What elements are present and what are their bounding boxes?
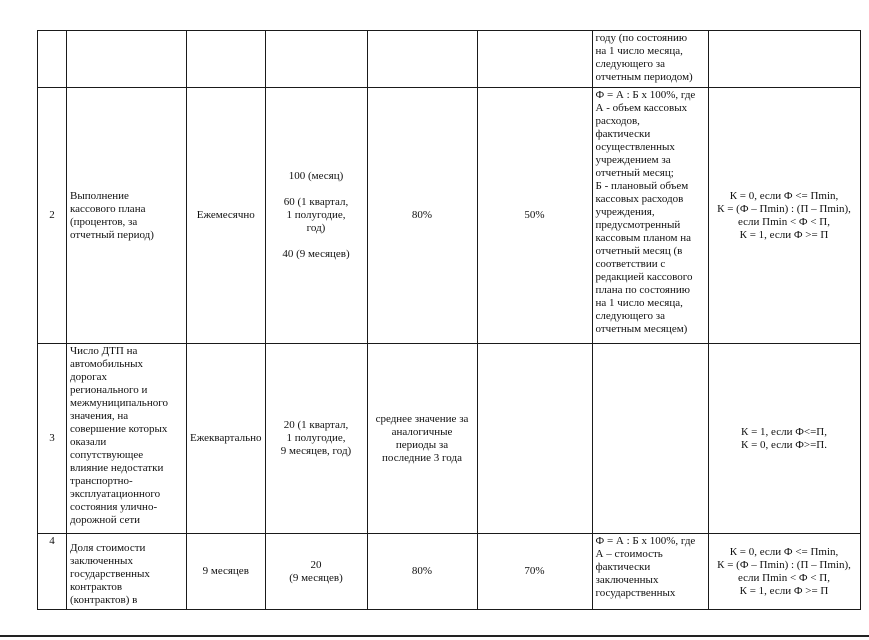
row-number (38, 31, 67, 88)
target-value-cell: 80% (367, 88, 477, 344)
min-value-cell: 70% (477, 534, 592, 610)
indicators-table (37, 30, 861, 610)
target-value-cell: 80% (367, 534, 477, 610)
min-value-cell (477, 344, 592, 534)
table-row (38, 88, 861, 344)
periodicity-cell (187, 31, 266, 88)
min-value-cell: 50% (477, 88, 592, 344)
table-row (38, 534, 861, 610)
periodicity-cell: Ежемесячно (187, 88, 266, 344)
weight-cell: 20 (1 квартал, 1 полугодие, 9 месяцев, год) (265, 344, 367, 534)
formula-cell (592, 344, 708, 534)
formula-cell: Ф = А : Б х 100%, где А - объем кассовых расходов, фактически осуществленных учреждением за отчетный месяц; Б - плановый объем кассовых расходов учреждения, предусмотренный кассовым планом на отчетный месяц (в соответствии с редакцией кассового плана по состоянию на 1 число месяца, следующего за отчетным месяцем) (592, 88, 708, 344)
indicator-name: Доля стоимости заключенных государственных контрактов (контрактов) в (67, 534, 187, 610)
weight-cell (265, 31, 367, 88)
coefficient-cell: К = 0, если Ф <= Пmin, К = (Ф – Пmin) : (П – Пmin), если Пmin < Ф < П, К = 1, если Ф >= П (708, 88, 860, 344)
weight-cell: 20 (9 месяцев) (265, 534, 367, 610)
table-row (38, 344, 861, 534)
formula-cell: году (по состоянию на 1 число месяца, следующего за отчетным периодом) (592, 31, 708, 88)
coefficient-cell: К = 0, если Ф <= Пmin, К = (Ф – Пmin) : (П – Пmin), если Пmin < Ф < П, К = 1, если Ф >= П (708, 534, 860, 610)
indicator-name (67, 31, 187, 88)
weight-cell: 100 (месяц) 60 (1 квартал, 1 полугодие, год) 40 (9 месяцев) (265, 88, 367, 344)
periodicity-cell: 9 месяцев (187, 534, 266, 610)
indicator-name: Выполнение кассового плана (процентов, за отчетный период) (67, 88, 187, 344)
row-number: 3 (38, 344, 67, 534)
periodicity-cell: Ежеквартально (187, 344, 266, 534)
formula-cell: Ф = А : Б х 100%, где А – стоимость фактически заключенных государственных (592, 534, 708, 610)
min-value-cell (477, 31, 592, 88)
indicator-name: Число ДТП на автомобильных дорогах регионального и межмуниципального значения, на совершение которых оказали сопутствующее влияние недостатки транспортно- эксплуатационного состояния улично- дорожной сети (67, 344, 187, 534)
coefficient-cell: К = 1, если Ф<=П, К = 0, если Ф>=П. (708, 344, 860, 534)
table-row (38, 31, 861, 88)
target-value-cell (367, 31, 477, 88)
row-number: 2 (38, 88, 67, 344)
target-value-cell: среднее значение за аналогичные периоды за последние 3 года (367, 344, 477, 534)
coefficient-cell (708, 31, 860, 88)
row-number: 4 (38, 534, 67, 610)
page-bottom-border (0, 635, 869, 637)
